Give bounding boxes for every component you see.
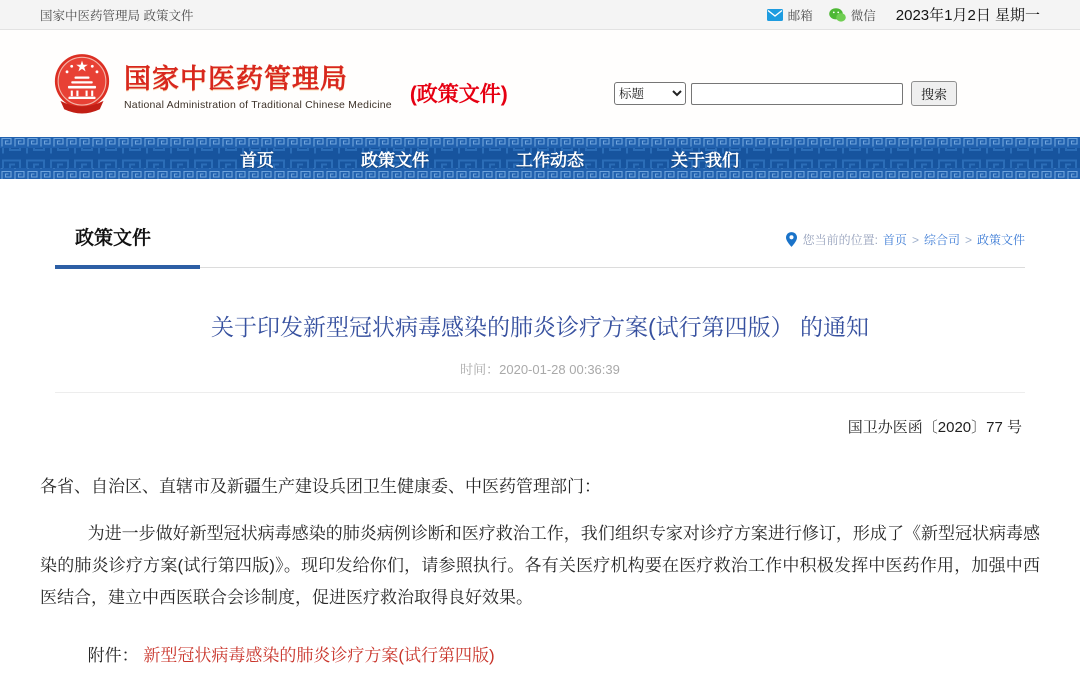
wechat-icon bbox=[829, 8, 846, 22]
article-title: 关于印发新型冠状病毒感染的肺炎诊疗方案(试行第四版） 的通知 bbox=[210, 314, 870, 340]
current-date: 2023年1月2日 星期一 bbox=[895, 7, 1040, 24]
topbar-right bbox=[767, 4, 1040, 25]
site-header bbox=[0, 30, 1080, 137]
location-pin-icon bbox=[786, 232, 797, 247]
breadcrumb-link-policy[interactable]: 政策文件 bbox=[976, 233, 1025, 247]
nav-item-about-us[interactable]: 关于我们 bbox=[671, 150, 739, 170]
mail-label: 邮箱 bbox=[787, 8, 813, 23]
org-name-cn: 国家中医药管理局 bbox=[124, 63, 348, 94]
time-value: 2020-01-28 00:36:39 bbox=[499, 362, 620, 377]
search-button[interactable]: 搜索 bbox=[911, 81, 957, 106]
attachment-label: 附件： bbox=[87, 646, 139, 665]
search-bar bbox=[614, 81, 957, 106]
breadcrumb-link-dept[interactable]: 综合司 bbox=[923, 233, 960, 247]
section-title: 政策文件 bbox=[75, 228, 152, 249]
divider-line bbox=[55, 267, 1025, 268]
section-divider bbox=[55, 264, 1025, 269]
article-meta-divider bbox=[55, 392, 1025, 393]
breadcrumb-prefix: 您当前的位置: bbox=[802, 233, 878, 247]
site-label: 国家中医药管理局 政策文件 bbox=[40, 8, 194, 23]
nav-item-work-updates[interactable]: 工作动态 bbox=[516, 150, 584, 170]
content bbox=[0, 223, 1080, 666]
nav-item-policy-documents[interactable]: 政策文件 bbox=[361, 150, 429, 170]
mail-icon bbox=[767, 9, 783, 21]
attachment-row bbox=[40, 641, 1040, 666]
section-header-row bbox=[40, 223, 1040, 250]
brand bbox=[53, 52, 508, 116]
section-suffix: (政策文件) bbox=[409, 82, 508, 106]
breadcrumb-link-home[interactable]: 首页 bbox=[882, 233, 907, 247]
national-emblem-logo bbox=[53, 52, 111, 116]
nav-items bbox=[240, 137, 739, 179]
main-nav bbox=[0, 137, 1080, 179]
doc-number: 国卫办医函〔2020〕77 号 bbox=[847, 419, 1022, 436]
nav-item-home[interactable]: 首页 bbox=[240, 150, 274, 170]
wechat-link[interactable] bbox=[829, 6, 876, 24]
brand-text bbox=[124, 57, 392, 111]
breadcrumb-separator: > bbox=[964, 232, 972, 247]
wechat-label: 微信 bbox=[850, 8, 876, 23]
article-body: 为进一步做好新型冠状病毒感染的肺炎病例诊断和医疗救治工作，我们组织专家对诊疗方案进行修订，形成了《新型冠状病毒感染的肺炎诊疗方案(试行第四版)》。现印发给你们，请参照执行。各有关医疗机构要在医疗救治工作中积极发挥中医药作用，加强中西医结合，建立中西医联合会诊制度，促进医疗救治取得良好效果。 bbox=[40, 524, 1040, 607]
search-field-select[interactable] bbox=[614, 82, 686, 105]
active-tab-underline bbox=[55, 265, 200, 269]
salutation: 各省、自治区、直辖市及新疆生产建设兵团卫生健康委、中医药管理部门： bbox=[40, 477, 601, 496]
breadcrumb-separator: > bbox=[911, 232, 919, 247]
attachment-link[interactable]: 新型冠状病毒感染的肺炎诊疗方案(试行第四版) bbox=[143, 646, 495, 665]
org-name-en: National Administration of Traditional Chinese Medicine bbox=[124, 98, 392, 111]
article-time bbox=[40, 359, 1040, 378]
topbar bbox=[0, 0, 1080, 30]
mail-link[interactable] bbox=[767, 6, 813, 24]
breadcrumb bbox=[786, 231, 1025, 250]
search-input[interactable] bbox=[691, 83, 903, 105]
time-label: 时间： bbox=[460, 362, 500, 377]
